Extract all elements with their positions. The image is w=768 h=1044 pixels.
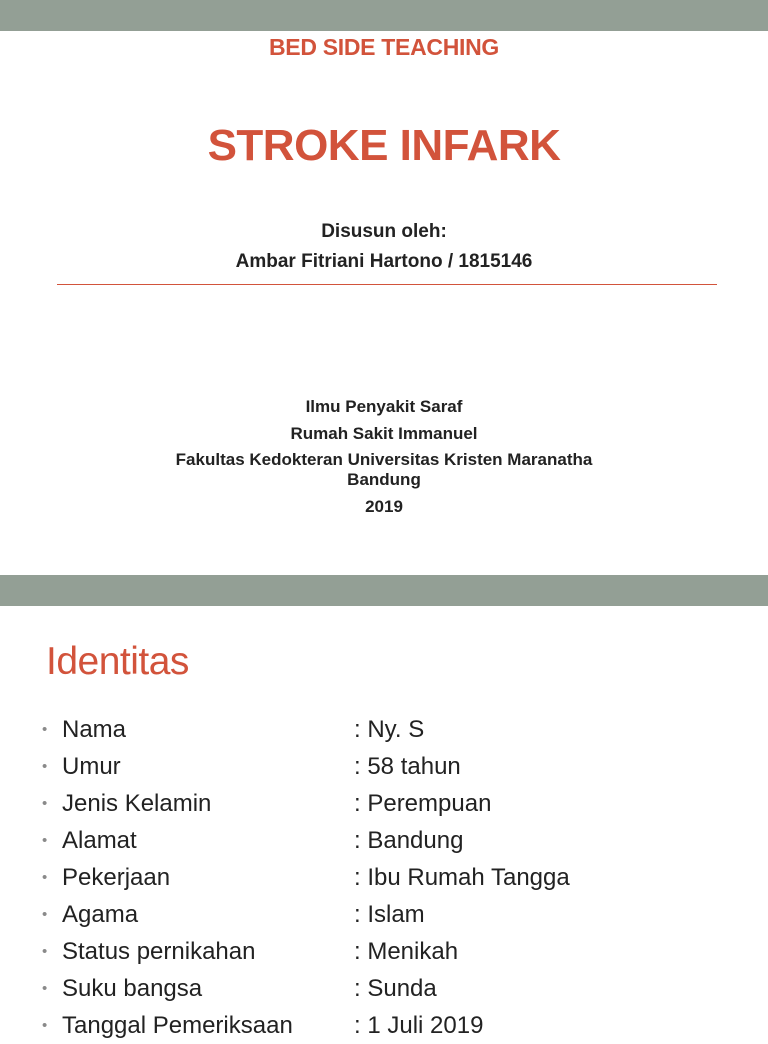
list-item bbox=[42, 785, 742, 822]
field-value: : Sunda bbox=[354, 974, 437, 1002]
list-item bbox=[42, 711, 742, 748]
faculty: Fakultas Kedokteran Universitas Kristen Maranatha bbox=[175, 450, 593, 469]
field-value: : Bandung bbox=[354, 826, 464, 854]
field-label: Alamat bbox=[62, 826, 137, 854]
field-label: Agama bbox=[62, 900, 139, 928]
field-value: : 58 tahun bbox=[354, 752, 461, 780]
list-item bbox=[42, 859, 742, 896]
field-value: : Ny. S bbox=[354, 715, 425, 743]
bullet-icon: • bbox=[42, 943, 48, 960]
field-value: : Islam bbox=[354, 900, 425, 928]
bullet-icon: • bbox=[42, 980, 48, 997]
field-label: Umur bbox=[62, 752, 121, 780]
bullet-icon: • bbox=[42, 795, 48, 812]
field-label: Nama bbox=[62, 715, 127, 743]
field-label: Pekerjaan bbox=[62, 863, 171, 891]
author-label: Disusun oleh: bbox=[321, 221, 447, 242]
slide-top-band bbox=[0, 0, 768, 31]
year: 2019 bbox=[365, 497, 403, 516]
bullet-icon: • bbox=[42, 869, 48, 886]
title-divider bbox=[57, 284, 717, 285]
slide-separator-band bbox=[0, 575, 768, 606]
field-value: : Ibu Rumah Tangga bbox=[354, 863, 570, 891]
field-value: : Menikah bbox=[354, 937, 459, 965]
slide-kicker: BED SIDE TEACHING bbox=[268, 34, 500, 60]
field-label: Jenis Kelamin bbox=[62, 789, 212, 817]
author-block bbox=[0, 217, 768, 277]
field-label: Status pernikahan bbox=[62, 937, 256, 965]
list-item bbox=[42, 822, 742, 859]
author-name: Ambar Fitriani Hartono / 1815146 bbox=[235, 251, 533, 272]
bullet-icon: • bbox=[42, 832, 48, 849]
list-item bbox=[42, 970, 742, 1007]
bullet-icon: • bbox=[42, 1017, 48, 1034]
section-heading: Identitas bbox=[46, 640, 189, 683]
list-item bbox=[42, 933, 742, 970]
bullet-icon: • bbox=[42, 906, 48, 923]
field-value: : 1 Juli 2019 bbox=[354, 1011, 484, 1039]
bullet-icon: • bbox=[42, 758, 48, 775]
department: Ilmu Penyakit Saraf bbox=[305, 397, 463, 416]
field-label: Suku bangsa bbox=[62, 974, 203, 1002]
list-item bbox=[42, 1007, 742, 1044]
field-value: : Perempuan bbox=[354, 789, 492, 817]
field-label: Tanggal Pemeriksaan bbox=[62, 1011, 293, 1039]
bullet-icon: • bbox=[42, 721, 48, 738]
list-item bbox=[42, 896, 742, 933]
city: Bandung bbox=[347, 470, 421, 489]
institution-block bbox=[0, 393, 768, 524]
identity-list bbox=[42, 711, 742, 1044]
hospital: Rumah Sakit Immanuel bbox=[290, 424, 478, 443]
list-item bbox=[42, 748, 742, 785]
slide-title: STROKE INFARK bbox=[207, 121, 561, 170]
